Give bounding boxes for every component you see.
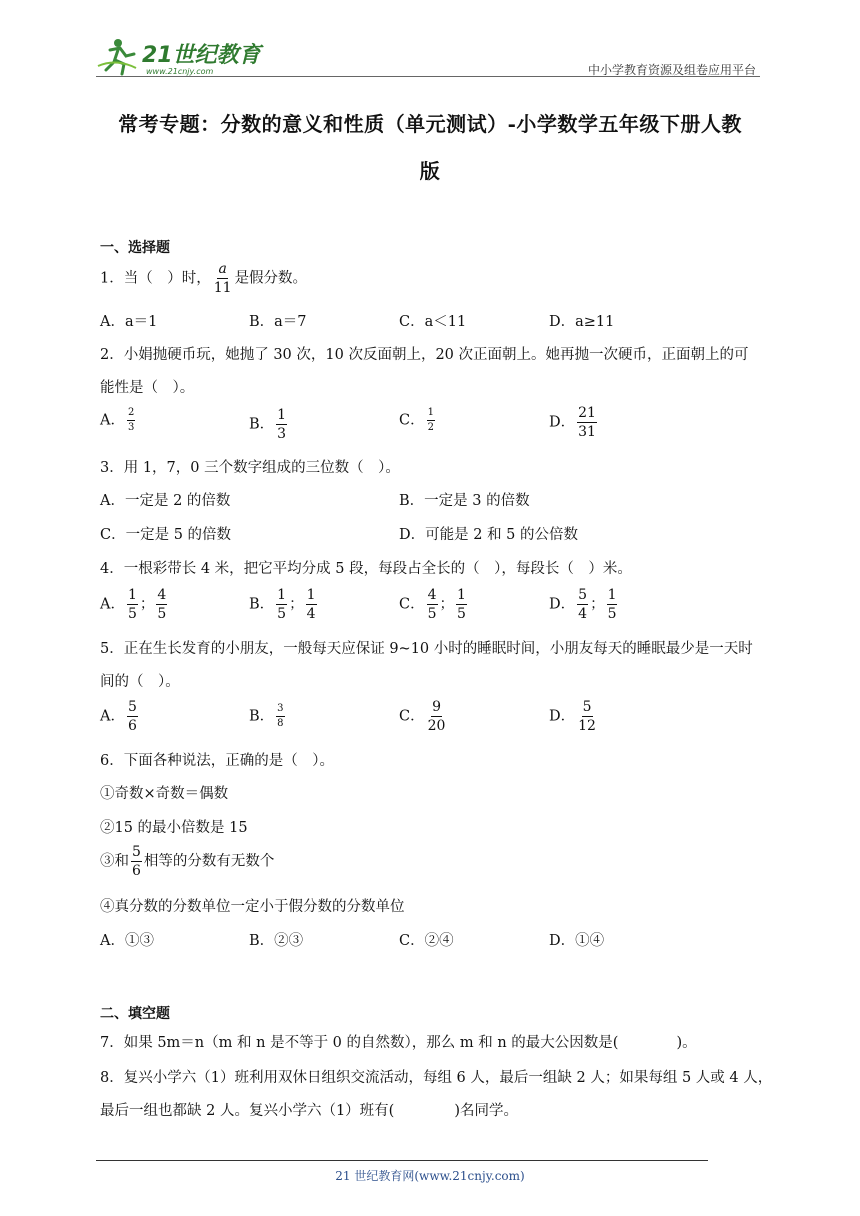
q2-option-d[interactable]: D． $\frac{21}{31}$ xyxy=(549,405,596,440)
statement-3: ③和 $\frac{5}{6}$ 相等的分数有无数个 xyxy=(100,844,275,879)
question-2-line1: 2．小娟抛硬币玩，她抛了 30 次，10 次反面朝上，20 次正面朝上。她再抛一次硬币，正面朝上的可 xyxy=(100,347,749,363)
footer-text: 21 世纪教育网(www.21cnjy.com) xyxy=(335,1169,525,1183)
question-3: 3．用 1，7，0 三个数字组成的三位数（ ）。 xyxy=(100,460,400,476)
statement-4: ④真分数的分数单位一定小于假分数的分数单位 xyxy=(100,899,405,915)
q3-option-a[interactable]: A．一定是 2 的倍数 xyxy=(100,493,231,509)
page-title-line1: 常考专题：分数的意义和性质（单元测试）-小学数学五年级下册人教 xyxy=(118,112,742,136)
question-5-line1: 5．正在生长发育的小朋友，一般每天应保证 9~10 小时的睡眠时间，小朋友每天的睡眠最少是一天时 xyxy=(100,641,753,657)
platform-name: 中小学教育资源及组卷应用平台 xyxy=(587,63,756,77)
q1-option-b[interactable]: B．a＝7 xyxy=(249,314,307,330)
question-2-line2: 能性是（ ）。 xyxy=(100,380,195,396)
q2-option-a[interactable]: A． $\frac{2}{3}$ xyxy=(100,407,135,433)
header-divider xyxy=(96,76,760,77)
section-heading-fill: 二、填空题 xyxy=(100,1006,170,1022)
question-5-line2: 间的（ ）。 xyxy=(100,674,180,690)
question-8-line1: 8．复兴小学六（1）班利用双休日组织交流活动，每组 6 人，最后一组缺 2 人；如果每组 5 人或 4 人， xyxy=(100,1070,773,1086)
q5-option-b[interactable]: B． $\frac{3}{8}$ xyxy=(249,703,284,729)
q1-option-c[interactable]: C．a＜11 xyxy=(399,314,467,330)
q3-option-b[interactable]: B．一定是 3 的倍数 xyxy=(399,493,530,509)
q6-option-c[interactable]: C．②④ xyxy=(399,933,454,949)
statement-2: ②15 的最小倍数是 15 xyxy=(100,820,248,836)
fraction: $\frac{a}{11}$ xyxy=(213,261,232,296)
question-8-line2: 最后一组也都缺 2 人。复兴小学六（1）班有( )名同学。 xyxy=(100,1103,518,1119)
q4-option-d[interactable]: D． $\frac{5}{4}$ ； $\frac{1}{5}$ xyxy=(549,587,617,622)
footer-divider xyxy=(96,1160,708,1161)
q5-option-c[interactable]: C． $\frac{9}{20}$ xyxy=(399,699,446,734)
q4-option-c[interactable]: C． $\frac{4}{5}$ ； $\frac{1}{5}$ xyxy=(399,587,466,622)
q3-option-d[interactable]: D．可能是 2 和 5 的公倍数 xyxy=(399,527,579,543)
question-7: 7．如果 5m＝n（m 和 n 是不等于 0 的自然数），那么 m 和 n 的最大公因数是( )。 xyxy=(100,1035,697,1051)
page-title-line2: 版 xyxy=(419,159,441,183)
q4-option-b[interactable]: B． $\frac{1}{5}$ ； $\frac{1}{4}$ xyxy=(249,587,316,622)
question-6: 6．下面各种说法，正确的是（ ）。 xyxy=(100,753,334,769)
q2-option-c[interactable]: C． $\frac{1}{2}$ xyxy=(399,407,434,433)
q3-option-c[interactable]: C．一定是 5 的倍数 xyxy=(100,527,232,543)
q5-option-d[interactable]: D． $\frac{5}{12}$ xyxy=(549,699,596,734)
svg-text:www.21cnjy.com: www.21cnjy.com xyxy=(146,67,214,76)
q1-option-d[interactable]: D．a≥11 xyxy=(549,314,615,330)
q6-option-b[interactable]: B．②③ xyxy=(249,933,304,949)
svg-text:21世纪教育: 21世纪教育 xyxy=(142,43,261,68)
q6-option-a[interactable]: A．①③ xyxy=(100,933,154,949)
section-heading-choice: 一、选择题 xyxy=(100,240,170,256)
q2-option-b[interactable]: B． $\frac{1}{3}$ xyxy=(249,407,287,442)
statement-1: ①奇数×奇数＝偶数 xyxy=(100,786,229,802)
q4-option-a[interactable]: A． $\frac{1}{5}$ ； $\frac{4}{5}$ xyxy=(100,587,167,622)
question-4: 4．一根彩带长 4 米，把它平均分成 5 段，每段占全长的（ ），每段长（ ）米。 xyxy=(100,561,632,577)
runner-icon xyxy=(98,39,136,74)
q6-option-d[interactable]: D．①④ xyxy=(549,933,605,949)
q1-option-a[interactable]: A．a＝1 xyxy=(100,314,158,330)
question-1: 1．当（ ）时， $\frac{a}{11}$ 是假分数。 xyxy=(100,261,308,296)
q5-option-a[interactable]: A． $\frac{5}{6}$ xyxy=(100,699,137,734)
site-logo xyxy=(96,36,266,78)
